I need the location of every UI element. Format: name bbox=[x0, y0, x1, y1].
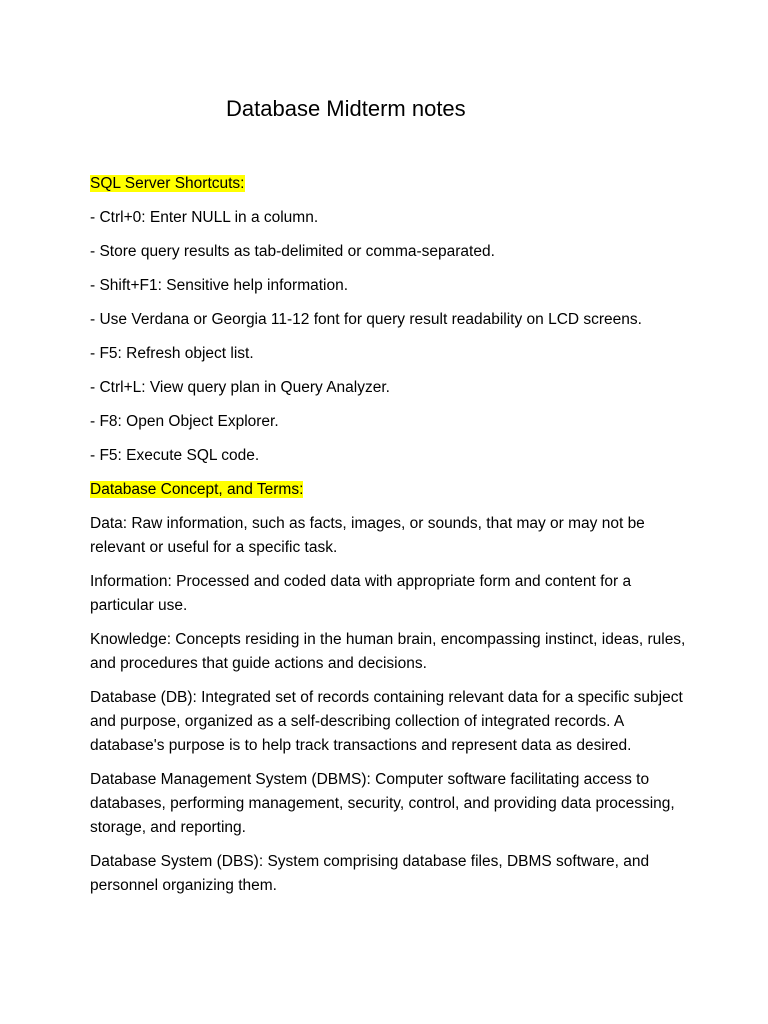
section-heading-database-concepts bbox=[90, 478, 690, 502]
definition-paragraph: Database (DB): Integrated set of records containing relevant data for a specific subject and purpose, organized as a self-describing collection of integrated records. A database's purpose is to help track transactions and represent data as desired. bbox=[90, 689, 683, 754]
document-body bbox=[90, 172, 690, 908]
list-item: - Use Verdana or Georgia 11-12 font for query result readability on LCD screens. bbox=[90, 311, 642, 328]
list-item: - F5: Execute SQL code. bbox=[90, 447, 260, 464]
list-item: - F5: Refresh object list. bbox=[90, 345, 254, 362]
definition-paragraph: Data: Raw information, such as facts, images, or sounds, that may or may not be relevant or useful for a specific task. bbox=[90, 515, 645, 556]
definition-paragraph: Database System (DBS): System comprising database files, DBMS software, and personnel organizing them. bbox=[90, 853, 650, 894]
definition-paragraph: Database Management System (DBMS): Computer software facilitating access to databases, performing management, security, control, and providing data processing, storage, and reporting. bbox=[90, 771, 675, 836]
definition-paragraph: Information: Processed and coded data with appropriate form and content for a particular use. bbox=[90, 573, 632, 614]
highlighted-heading-text: Database Concept, and Terms: bbox=[90, 481, 304, 498]
list-item: - Shift+F1: Sensitive help information. bbox=[90, 277, 349, 294]
highlighted-heading-text: SQL Server Shortcuts: bbox=[90, 175, 245, 192]
list-item: - Ctrl+0: Enter NULL in a column. bbox=[90, 209, 319, 226]
definition-paragraph: Knowledge: Concepts residing in the human brain, encompassing instinct, ideas, rules, and procedures that guide actions and decisions. bbox=[90, 631, 686, 672]
list-item: - F8: Open Object Explorer. bbox=[90, 413, 279, 430]
list-item: - Ctrl+L: View query plan in Query Analyzer. bbox=[90, 379, 390, 396]
document-title: Database Midterm notes bbox=[226, 96, 466, 121]
section-heading-sql-shortcuts bbox=[90, 172, 690, 196]
list-item: - Store query results as tab-delimited or comma-separated. bbox=[90, 243, 495, 260]
